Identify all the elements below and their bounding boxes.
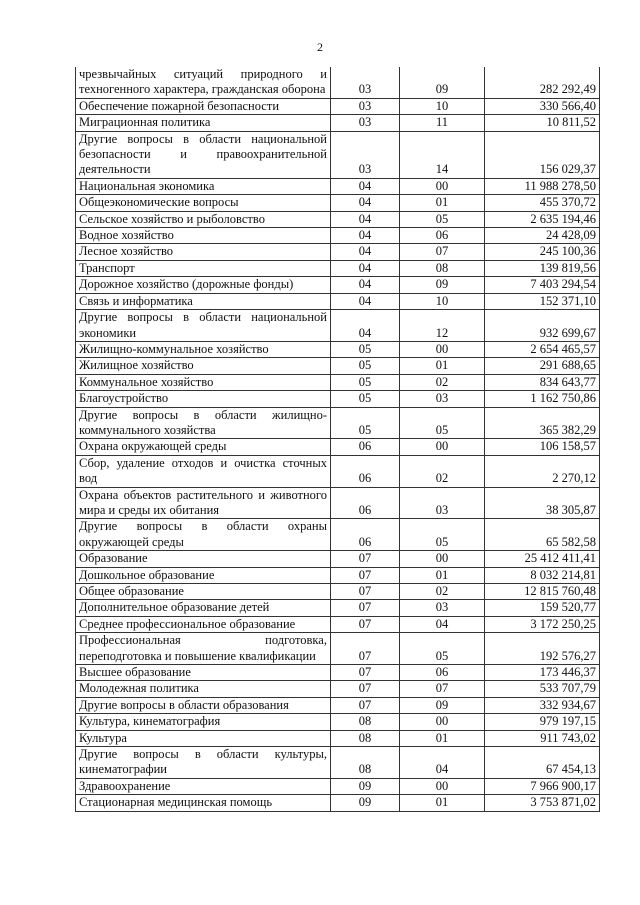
row-name-cell: Другие вопросы в области культуры, кинематографии: [76, 747, 331, 779]
table-row: [76, 600, 600, 616]
row-subsection-cell: 04: [400, 747, 485, 779]
row-name-cell: Благоустройство: [76, 391, 331, 407]
row-amount-cell: 11 988 278,50: [485, 178, 600, 194]
row-name-cell: Здравоохранение: [76, 778, 331, 794]
row-amount-cell: 979 197,15: [485, 714, 600, 730]
table-row: [76, 633, 600, 665]
table-row: [76, 616, 600, 632]
table-row: [76, 778, 600, 794]
row-section-cell: 04: [331, 244, 400, 260]
row-subsection-cell: 14: [400, 131, 485, 178]
row-section-cell: 04: [331, 195, 400, 211]
row-name-cell: Миграционная политика: [76, 115, 331, 131]
row-amount-cell: 106 158,57: [485, 439, 600, 455]
table-row: [76, 391, 600, 407]
row-amount-cell: 330 566,40: [485, 98, 600, 114]
row-subsection-cell: 01: [400, 358, 485, 374]
row-amount-cell: 7 403 294,54: [485, 277, 600, 293]
row-amount-cell: 3 172 250,25: [485, 616, 600, 632]
table-row: [76, 747, 600, 779]
table-row: [76, 407, 600, 439]
row-section-cell: 07: [331, 600, 400, 616]
row-amount-cell: 932 699,67: [485, 310, 600, 342]
row-section-cell: 04: [331, 293, 400, 309]
row-amount-cell: 834 643,77: [485, 374, 600, 390]
table-row: [76, 358, 600, 374]
row-amount-cell: 65 582,58: [485, 519, 600, 551]
row-amount-cell: 282 292,49: [485, 67, 600, 98]
table-row: [76, 439, 600, 455]
row-name-cell: Культура: [76, 730, 331, 746]
row-subsection-cell: 09: [400, 67, 485, 98]
row-name-cell: чрезвычайных ситуаций природного и техногенного характера, гражданская оборона: [76, 67, 331, 98]
row-name-cell: Жилищно-коммунальное хозяйство: [76, 341, 331, 357]
table-row: [76, 293, 600, 309]
row-subsection-cell: 01: [400, 567, 485, 583]
row-subsection-cell: 06: [400, 228, 485, 244]
table-row: [76, 67, 600, 98]
row-subsection-cell: 02: [400, 374, 485, 390]
table-row: [76, 228, 600, 244]
row-subsection-cell: 09: [400, 697, 485, 713]
row-subsection-cell: 02: [400, 584, 485, 600]
row-subsection-cell: 07: [400, 244, 485, 260]
row-section-cell: 07: [331, 633, 400, 665]
row-subsection-cell: 09: [400, 277, 485, 293]
row-section-cell: 04: [331, 228, 400, 244]
row-name-cell: Другие вопросы в области национальной экономики: [76, 310, 331, 342]
row-subsection-cell: 11: [400, 115, 485, 131]
row-name-cell: Дорожное хозяйство (дорожные фонды): [76, 277, 331, 293]
row-section-cell: 06: [331, 455, 400, 487]
row-name-cell: Сбор, удаление отходов и очистка сточных вод: [76, 455, 331, 487]
row-amount-cell: 2 654 465,57: [485, 341, 600, 357]
row-name-cell: Молодежная политика: [76, 681, 331, 697]
row-section-cell: 04: [331, 211, 400, 227]
row-amount-cell: 245 100,36: [485, 244, 600, 260]
row-subsection-cell: 00: [400, 341, 485, 357]
row-section-cell: 05: [331, 358, 400, 374]
row-amount-cell: 2 635 194,46: [485, 211, 600, 227]
row-amount-cell: 139 819,56: [485, 260, 600, 276]
row-section-cell: 09: [331, 778, 400, 794]
row-name-cell: Культура, кинематография: [76, 714, 331, 730]
row-amount-cell: 533 707,79: [485, 681, 600, 697]
row-subsection-cell: 01: [400, 730, 485, 746]
row-amount-cell: 12 815 760,48: [485, 584, 600, 600]
row-amount-cell: 25 412 411,41: [485, 551, 600, 567]
row-section-cell: 07: [331, 584, 400, 600]
row-amount-cell: 3 753 871,02: [485, 795, 600, 811]
row-amount-cell: 8 032 214,81: [485, 567, 600, 583]
row-subsection-cell: 00: [400, 778, 485, 794]
row-subsection-cell: 00: [400, 714, 485, 730]
row-name-cell: Дополнительное образование детей: [76, 600, 331, 616]
row-amount-cell: 192 576,27: [485, 633, 600, 665]
table-row: [76, 244, 600, 260]
row-name-cell: Общее образование: [76, 584, 331, 600]
row-name-cell: Другие вопросы в области охраны окружающей среды: [76, 519, 331, 551]
row-section-cell: 07: [331, 665, 400, 681]
row-name-cell: Образование: [76, 551, 331, 567]
row-name-cell: Общеэкономические вопросы: [76, 195, 331, 211]
row-section-cell: 05: [331, 341, 400, 357]
row-name-cell: Связь и информатика: [76, 293, 331, 309]
row-section-cell: 07: [331, 551, 400, 567]
table-row: [76, 714, 600, 730]
table-row: [76, 115, 600, 131]
table-row: [76, 98, 600, 114]
row-subsection-cell: 03: [400, 487, 485, 519]
row-amount-cell: 67 454,13: [485, 747, 600, 779]
table-row: [76, 697, 600, 713]
table-row: [76, 681, 600, 697]
row-section-cell: 07: [331, 681, 400, 697]
budget-table-body: [76, 67, 600, 811]
row-subsection-cell: 03: [400, 600, 485, 616]
row-amount-cell: 156 029,37: [485, 131, 600, 178]
row-subsection-cell: 01: [400, 195, 485, 211]
row-section-cell: 05: [331, 374, 400, 390]
row-subsection-cell: 00: [400, 551, 485, 567]
row-name-cell: Другие вопросы в области жилищно-коммунального хозяйства: [76, 407, 331, 439]
row-section-cell: 03: [331, 98, 400, 114]
row-subsection-cell: 00: [400, 178, 485, 194]
row-section-cell: 07: [331, 567, 400, 583]
row-subsection-cell: 05: [400, 211, 485, 227]
row-amount-cell: 38 305,87: [485, 487, 600, 519]
row-section-cell: 07: [331, 697, 400, 713]
row-section-cell: 08: [331, 714, 400, 730]
row-amount-cell: 1 162 750,86: [485, 391, 600, 407]
row-section-cell: 04: [331, 260, 400, 276]
row-amount-cell: 173 446,37: [485, 665, 600, 681]
row-amount-cell: 291 688,65: [485, 358, 600, 374]
table-row: [76, 178, 600, 194]
row-name-cell: Коммунальное хозяйство: [76, 374, 331, 390]
row-section-cell: 08: [331, 747, 400, 779]
row-section-cell: 08: [331, 730, 400, 746]
row-amount-cell: 332 934,67: [485, 697, 600, 713]
row-section-cell: 04: [331, 277, 400, 293]
row-subsection-cell: 10: [400, 98, 485, 114]
row-subsection-cell: 05: [400, 633, 485, 665]
table-row: [76, 260, 600, 276]
table-row: [76, 310, 600, 342]
table-row: [76, 665, 600, 681]
table-row: [76, 519, 600, 551]
row-amount-cell: 455 370,72: [485, 195, 600, 211]
row-section-cell: 06: [331, 519, 400, 551]
row-name-cell: Обеспечение пожарной безопасности: [76, 98, 331, 114]
page-number: 2: [317, 40, 323, 54]
row-name-cell: Водное хозяйство: [76, 228, 331, 244]
row-amount-cell: 2 270,12: [485, 455, 600, 487]
row-section-cell: 05: [331, 407, 400, 439]
row-name-cell: Лесное хозяйство: [76, 244, 331, 260]
row-name-cell: Другие вопросы в области национальной безопасности и правоохранительной деятельности: [76, 131, 331, 178]
table-row: [76, 567, 600, 583]
row-amount-cell: 911 743,02: [485, 730, 600, 746]
table-row: [76, 730, 600, 746]
row-section-cell: 09: [331, 795, 400, 811]
row-amount-cell: 159 520,77: [485, 600, 600, 616]
row-section-cell: 04: [331, 310, 400, 342]
row-name-cell: Национальная экономика: [76, 178, 331, 194]
row-section-cell: 04: [331, 178, 400, 194]
row-subsection-cell: 06: [400, 665, 485, 681]
table-row: [76, 584, 600, 600]
row-amount-cell: 365 382,29: [485, 407, 600, 439]
table-row: [76, 277, 600, 293]
row-name-cell: Охрана объектов растительного и животного мира и среды их обитания: [76, 487, 331, 519]
row-section-cell: 03: [331, 131, 400, 178]
row-name-cell: Сельское хозяйство и рыболовство: [76, 211, 331, 227]
table-row: [76, 455, 600, 487]
row-subsection-cell: 04: [400, 616, 485, 632]
row-name-cell: Транспорт: [76, 260, 331, 276]
row-name-cell: Высшее образование: [76, 665, 331, 681]
row-section-cell: 05: [331, 391, 400, 407]
row-subsection-cell: 00: [400, 439, 485, 455]
row-subsection-cell: 03: [400, 391, 485, 407]
row-amount-cell: 7 966 900,17: [485, 778, 600, 794]
row-subsection-cell: 10: [400, 293, 485, 309]
row-name-cell: Дошкольное образование: [76, 567, 331, 583]
table-row: [76, 551, 600, 567]
row-subsection-cell: 05: [400, 519, 485, 551]
row-amount-cell: 24 428,09: [485, 228, 600, 244]
table-row: [76, 795, 600, 811]
row-name-cell: Охрана окружающей среды: [76, 439, 331, 455]
row-name-cell: Жилищное хозяйство: [76, 358, 331, 374]
row-section-cell: 03: [331, 67, 400, 98]
row-subsection-cell: 05: [400, 407, 485, 439]
table-row: [76, 487, 600, 519]
row-section-cell: 07: [331, 616, 400, 632]
row-subsection-cell: 01: [400, 795, 485, 811]
row-subsection-cell: 07: [400, 681, 485, 697]
row-name-cell: Профессиональная подготовка, переподготовка и повышение квалификации: [76, 633, 331, 665]
table-row: [76, 341, 600, 357]
budget-table: [75, 67, 600, 812]
table-row: [76, 374, 600, 390]
row-section-cell: 06: [331, 487, 400, 519]
row-subsection-cell: 08: [400, 260, 485, 276]
row-subsection-cell: 12: [400, 310, 485, 342]
row-name-cell: Стационарная медицинская помощь: [76, 795, 331, 811]
row-amount-cell: 152 371,10: [485, 293, 600, 309]
row-section-cell: 03: [331, 115, 400, 131]
row-subsection-cell: 02: [400, 455, 485, 487]
table-row: [76, 131, 600, 178]
row-amount-cell: 10 811,52: [485, 115, 600, 131]
row-section-cell: 06: [331, 439, 400, 455]
table-row: [76, 211, 600, 227]
row-name-cell: Среднее профессиональное образование: [76, 616, 331, 632]
row-name-cell: Другие вопросы в области образования: [76, 697, 331, 713]
table-row: [76, 195, 600, 211]
